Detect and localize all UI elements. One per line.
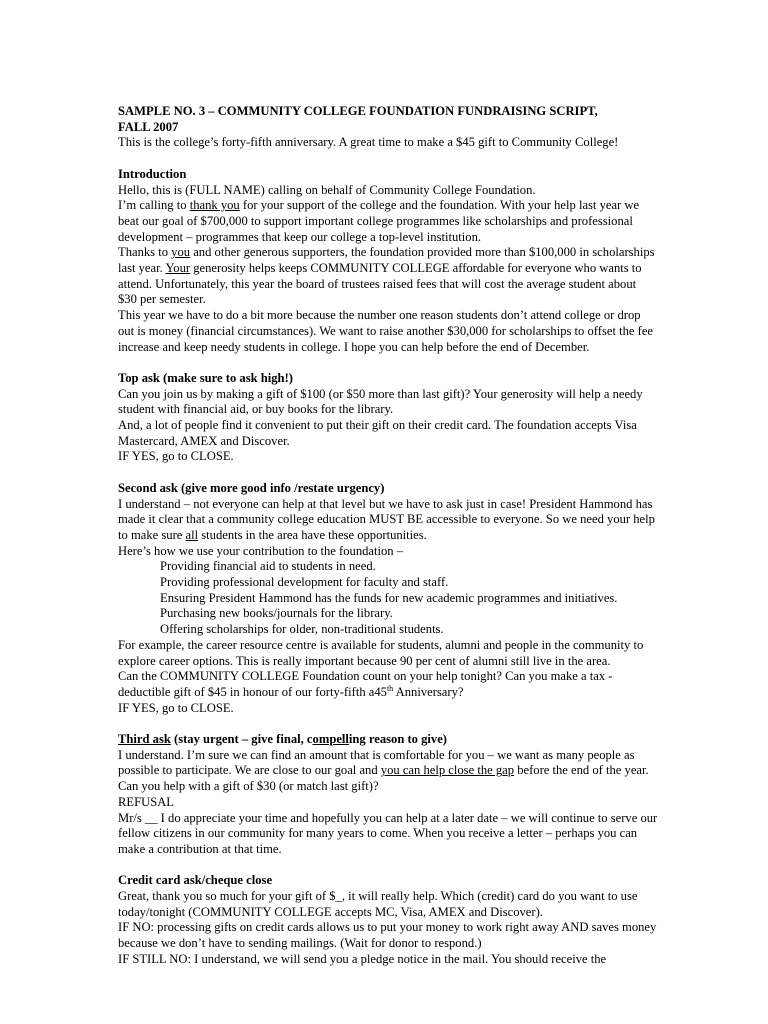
underlined-thank-you: thank you xyxy=(189,198,240,213)
introduction-paragraph-4: This year we have to do a bit more because the number one reason students don’t attend college or drop out is money (financial circumstances). We want to raise another $30,000 for scholarships to offset the fee increase and keep needy students in college. I hope you can help before the end of December. xyxy=(118,308,653,354)
title-line-2: FALL 2007 xyxy=(118,119,179,134)
document-title xyxy=(118,104,658,135)
title-line-1: SAMPLE NO. 3 – COMMUNITY COLLEGE FOUNDATION FUNDRAISING SCRIPT, xyxy=(118,104,598,118)
top-ask-paragraph-1: Can you join us by making a gift of $100 (or $50 more than last gift)? Your generosity will help a needy student with financial aid, or buy books for the library. xyxy=(118,386,643,417)
second-ask-paragraph-4: Can the COMMUNITY COLLEGE Foundation count on your help tonight? Can you make a tax - deductible gift of $45 in honour of our forty-fifth a45th Anniversary? xyxy=(118,669,613,699)
top-ask-heading: Top ask (make sure to ask high!) xyxy=(118,370,293,385)
ordinal-superscript: th xyxy=(386,683,394,693)
top-ask-paragraph-2: And, a lot of people find it convenient to put their gift on their credit card. The foundation accepts Visa Mastercard, AMEX and Discover. xyxy=(118,418,637,448)
use-item: Offering scholarships for older, non-traditional students. xyxy=(160,622,444,637)
second-ask-paragraph-1: I understand – not everyone can help at that level but we have to ask just in case! President Hammond has made it clear that a community college education MUST BE accessible to everyone. So we need your help to make sure all students in the area have these opportunities. xyxy=(118,496,655,542)
introduction-paragraph-3: Thanks to you and other generous supporters, the foundation provided more than $100,000 in scholarships last year. Your generosity helps keeps COMMUNITY COLLEGE affordable for everyone who wants to attend. Unfortunately, this year the board of trustees raised fees that will cost the average student about $30 per semester. xyxy=(118,245,655,307)
introduction-paragraph-2: I’m calling to thank you for your support of the college and the foundation. With your help last year we beat our goal of $700,000 to support important college programmes like scholarships and professional development – programmes that keep our college a top-level institution. xyxy=(118,198,640,244)
close-paragraph-3: IF STILL NO: I understand, we will send you a pledge notice in the mail. You should receive the xyxy=(118,951,607,966)
use-item: Providing professional development for faculty and staff. xyxy=(160,575,449,590)
underlined-all: all xyxy=(185,527,199,542)
third-ask-heading: Third ask (stay urgent – give final, compelling reason to give) xyxy=(118,732,447,747)
third-ask-paragraph-1: I understand. I’m sure we can find an amount that is comfortable for you – we want as many people as possible to participate. We are close to our goal and you can help close the gap before the end of the year. Can you help with a gift of $30 (or match last gift)? xyxy=(118,747,649,794)
third-ask-paragraph-3: Mr/s __ I do appreciate your time and hopefully you can help at a later date – we will continue to serve our fellow citizens in our community for many years to come. When you receive a letter – perhaps you can make a contribution at that time. xyxy=(118,810,658,856)
document-page xyxy=(118,104,658,968)
refusal-label: REFUSAL xyxy=(118,794,174,809)
second-ask-paragraph-3: For example, the career resource centre is available for students, alumni and people in the community to explore career options. This is really important because 90 per cent of alumni still live in the area. xyxy=(118,637,644,668)
second-ask-paragraph-5: IF YES, go to CLOSE. xyxy=(118,700,234,715)
second-ask-paragraph-2: Here’s how we use your contribution to the foundation – xyxy=(118,543,404,558)
underlined-you: you xyxy=(171,245,191,260)
close-paragraph-1: Great, thank you so much for your gift of $_, it will really help. Which (credit) card do you want to use today/tonight (COMMUNITY COLLEGE accepts MC, Visa, AMEX and Discover). xyxy=(118,889,638,919)
second-ask-heading: Second ask (give more good info /restate urgency) xyxy=(118,480,385,495)
underlined-your: Your xyxy=(165,261,191,276)
close-heading: Credit card ask/cheque close xyxy=(118,873,273,888)
underlined-close-the-gap: you can help close the gap xyxy=(380,763,515,778)
use-item: Providing financial aid to students in need. xyxy=(160,559,376,574)
use-item: Purchasing new books/journals for the library. xyxy=(160,606,393,621)
close-paragraph-2: IF NO: processing gifts on credit cards allows us to put your money to work right away AND saves money because we don’t have to sending mailings. (Wait for donor to respond.) xyxy=(118,920,657,951)
use-item: Ensuring President Hammond has the funds for new academic programmes and initiatives. xyxy=(160,590,618,605)
top-ask-paragraph-3: IF YES, go to CLOSE. xyxy=(118,449,234,464)
introduction-paragraph-1: Hello, this is (FULL NAME) calling on behalf of Community College Foundation. xyxy=(118,182,536,197)
anniversary-tagline: This is the college’s forty-fifth anniversary. A great time to make a $45 gift to Community College! xyxy=(118,135,619,150)
introduction-heading: Introduction xyxy=(118,166,187,181)
